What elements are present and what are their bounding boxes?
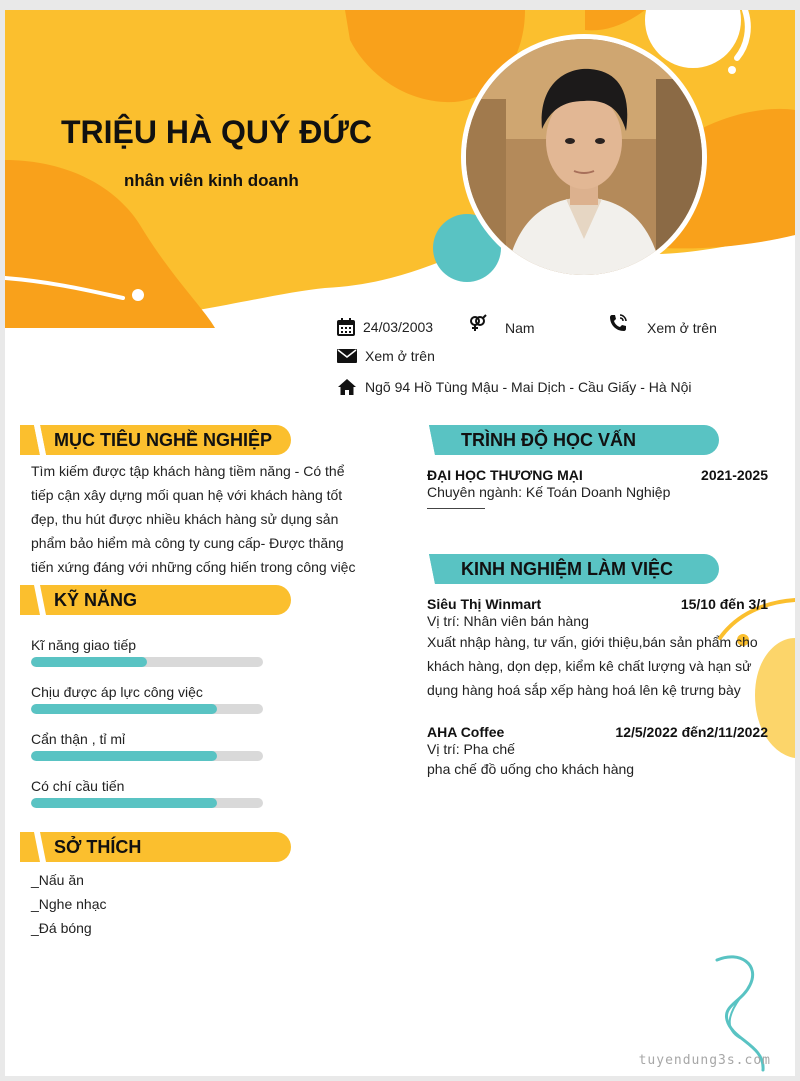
skill-label: Kĩ năng giao tiếp xyxy=(31,637,137,653)
job-title: nhân viên kinh doanh xyxy=(124,171,299,190)
job-position: Vị trí: Nhân viên bán hàng xyxy=(427,613,589,629)
phone-icon xyxy=(609,314,627,332)
job-company: AHA Coffee xyxy=(427,724,505,740)
skill-bar xyxy=(31,657,263,667)
email-icon xyxy=(337,348,357,364)
avatar xyxy=(461,34,707,280)
skill-label: Chịu được áp lực công việc xyxy=(31,684,203,700)
skill-label: Có chí cầu tiến xyxy=(31,778,125,794)
contact-gender: Nam xyxy=(469,314,535,332)
job-description: Xuất nhập hàng, tư vấn, giới thiệu,bán sản phẩm cho khách hàng, dọn dẹp, kiểm kê chất lượng và hạn sử dụng hàng hoá sắp xếp hàng hoá lên kệ trưng bày xyxy=(427,634,758,698)
hobby-item: _Nấu ăn xyxy=(31,872,84,888)
skill-bar xyxy=(31,751,263,761)
objective-heading: MỤC TIÊU NGHỀ NGHIỆP xyxy=(20,425,291,455)
hobby-item: _Đá bóng xyxy=(31,920,92,936)
education-heading: TRÌNH ĐỘ HỌC VẤN xyxy=(415,425,719,455)
contact-birthday: 24/03/2003 xyxy=(337,318,433,336)
gender-icon xyxy=(469,314,487,332)
experience-heading: KINH NGHIỆM LÀM VIỆC xyxy=(415,554,719,584)
objective-text: Tìm kiếm được tập khách hàng tiềm năng - Có thể tiếp cận xây dựng mối quan hệ với khách hàng tốt đẹp, thu hút được nhiều khách hàng sử dụng sản phẩm bảo hiểm mà công ty cung cấp- Được thăng tiến xứng đáng với những cống hiến trong công việc xyxy=(31,463,356,575)
job-position: Vị trí: Pha chế xyxy=(427,741,515,757)
candidate-name: TRIỆU HÀ QUÝ ĐỨC xyxy=(61,114,372,150)
job-description: pha chế đồ uống cho khách hàng xyxy=(427,761,635,777)
skill-bar xyxy=(31,704,263,714)
hobbies-heading: SỞ THÍCH xyxy=(20,832,291,862)
job-company: Siêu Thị Winmart xyxy=(427,596,542,612)
cv-page xyxy=(5,10,795,1076)
calendar-icon xyxy=(337,318,355,336)
contact-phone: Xem ở trên xyxy=(609,314,717,332)
home-icon xyxy=(337,378,357,396)
skill-bar xyxy=(31,798,263,808)
skill-label: Cẩn thận , tỉ mỉ xyxy=(31,731,126,747)
education-years: 2021-2025 xyxy=(701,467,768,483)
hobby-item: _Nghe nhạc xyxy=(31,896,107,912)
education-school: ĐẠI HỌC THƯƠNG MẠI xyxy=(427,467,583,483)
watermark: tuyendung3s.com xyxy=(638,1053,771,1068)
contact-address: Ngõ 94 Hồ Tùng Mậu - Mai Dịch - Cầu Giấy - Hà Nội xyxy=(337,378,692,396)
skills-heading: KỸ NĂNG xyxy=(20,585,291,615)
job-period: 15/10 đến 3/1 xyxy=(680,596,768,612)
divider xyxy=(427,508,485,509)
job-period: 12/5/2022 đến2/11/2022 xyxy=(615,724,768,740)
contact-email: Xem ở trên xyxy=(337,348,435,364)
education-major: Chuyên ngành: Kế Toán Doanh Nghiệp xyxy=(427,484,671,500)
